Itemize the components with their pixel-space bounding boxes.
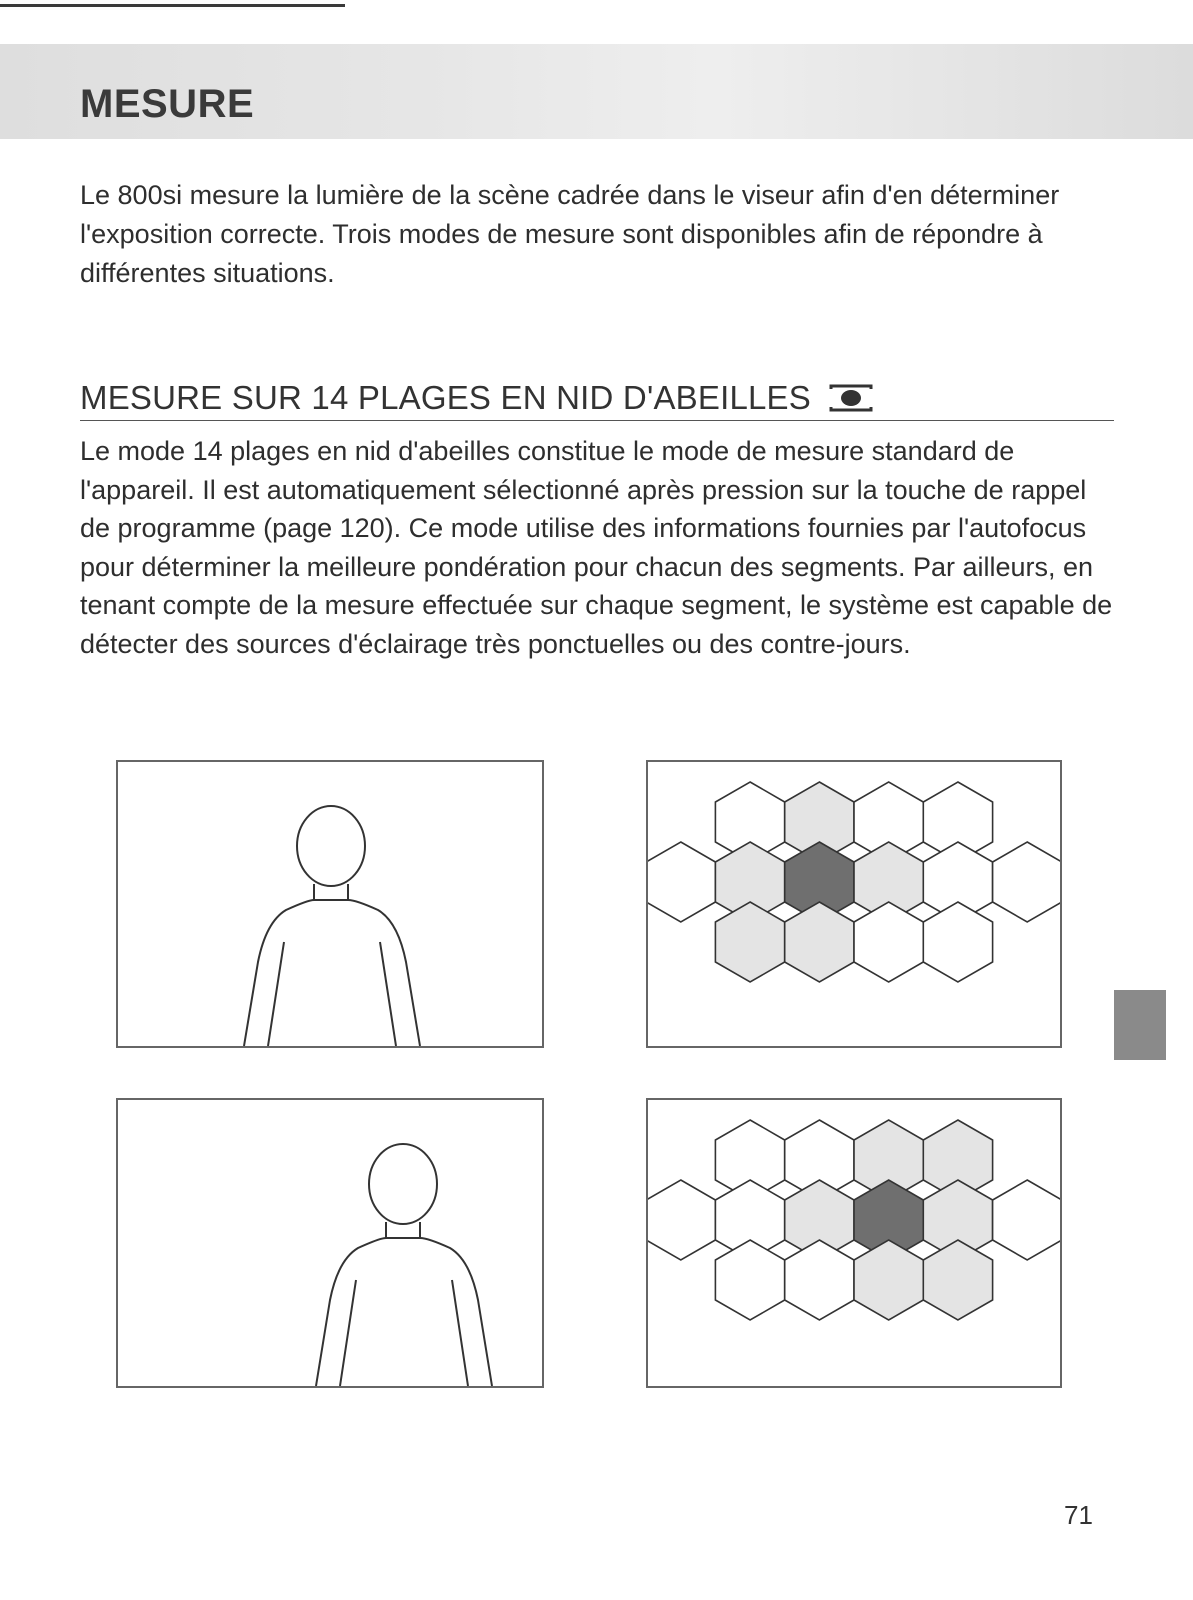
honeycomb-pattern-icon [648,1100,1060,1386]
honeycomb-cell-14 [923,1240,992,1320]
person-silhouette-icon [118,1100,542,1386]
honeycomb-cell-10 [993,842,1060,922]
honeycomb-cell-12 [785,902,854,982]
section-body: Le mode 14 plages en nid d'abeilles constitue le mode de mesure standard de l'appareil. Il est automatiquement sélectionné après pression sur la touche de rappel de programme (page 120). Ce mode utilise des informations fournies par l'autofocus pour déterminer la meilleure pondération pour chacun des segments. Par ailleurs, en tenant compte de la mesure effectuée sur chaque segment, le système est capable de détecter des sources d'éclairage très ponctuelles ou des contre-jours. [80,436,1113,659]
top-rule [0,4,345,7]
figure-portrait-offset [116,1098,544,1388]
honeycomb-cell-10 [993,1180,1060,1260]
thumb-index-tab [1114,990,1166,1060]
intro-paragraph: Le 800si mesure la lumière de la scène cadrée dans le viseur afin d'en déterminer l'exposition correcte. Trois modes de mesure sont disponibles afin de répondre à différentes situations. [80,180,1060,288]
honeycomb-cell-14 [923,902,992,982]
figure-honeycomb-centered [646,760,1062,1048]
honeycomb-cell-11 [715,902,784,982]
page-title: MESURE [80,82,255,126]
honeycomb-metering-icon [825,381,877,415]
section-heading [80,376,1114,421]
honeycomb-cell-5 [648,1180,715,1260]
honeycomb-cell-5 [648,842,715,922]
page-number: 71 [1064,1500,1093,1530]
honeycomb-cell-13 [854,902,923,982]
section-heading-text: MESURE SUR 14 PLAGES EN NID D'ABEILLES [80,379,811,416]
figure-portrait-centered [116,760,544,1048]
honeycomb-cell-11 [715,1240,784,1320]
figure-honeycomb-offset [646,1098,1062,1388]
honeycomb-cell-13 [854,1240,923,1320]
honeycomb-cell-12 [785,1240,854,1320]
person-silhouette-icon [118,762,542,1046]
honeycomb-pattern-icon [648,762,1060,1046]
